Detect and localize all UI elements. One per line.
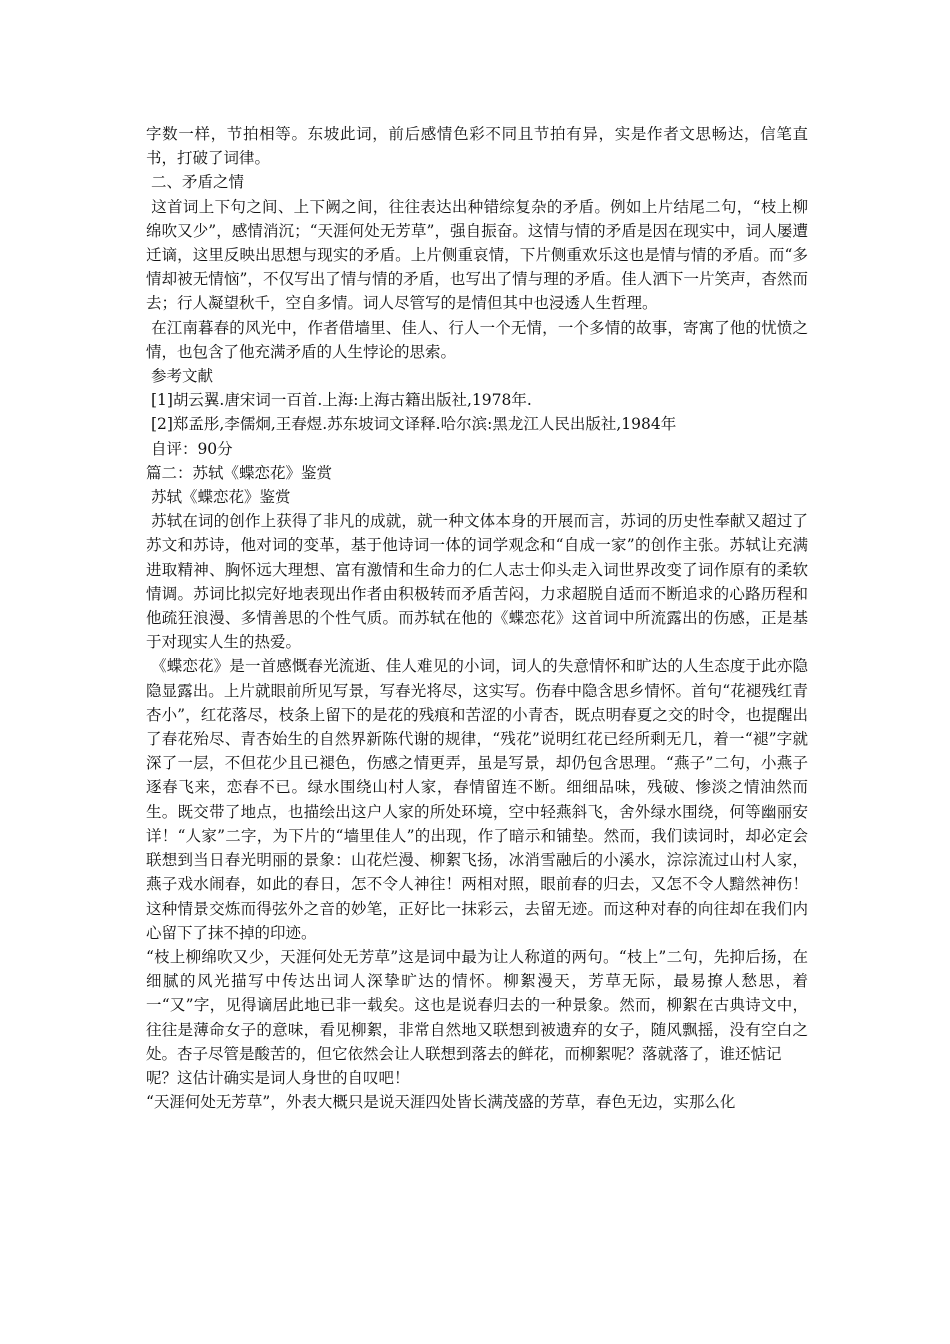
document-page	[146, 122, 808, 1114]
paragraph: 苏轼在词的创作上获得了非凡的成就，就一种文体本身的开展而言，苏词的历史性奉献又超过了苏文和苏诗，他对词的变革，基于他诗词一体的词学观念和“自成一家”的创作主张。苏轼让充满进取精神、胸怀远大理想、富有激情和生命力的仁人志士仰头走入词世界改变了词作原有的柔软情调。苏词比拟完好地表现出作者由积极转而矛盾苦闷，力求超脱自适而不断追求的心路历程和他疏狂浪漫、多情善思的个性气质。而苏轼在他的《蝶恋花》这首词中所流露出的伤感，正是基于对现实人生的热爱。	[146, 512, 808, 652]
paragraph: 《蝶恋花》是一首感慨春光流逝、佳人难见的小词，词人的失意情怀和旷达的人生态度于此亦隐隐显露出。上片就眼前所见写景，写春光将尽，这实写。伤春中隐含思乡情怀。首句“花褪残红青杏小”，红花落尽，枝条上留下的是花的残痕和苦涩的小青杏，既点明春夏之交的时令，也提醒出了春花殆尽、青杏始生的自然界新陈代谢的规律，“残花”说明红花已经所剩无几，着一“褪”字就深了一层，不但花少且已褪色，伤感之情更弄，虽是写景，却仍包含思理。“燕子”二句，小燕子逐春飞来，恋春不已。绿水围绕山村人家，春情留连不断。细细品味，残破、惨淡之情油然而生。既交带了地点，也描绘出这户人家的所处环境，空中轻燕斜飞，舍外绿水围绕，何等幽丽安详！“人家”二字，为下片的“墙里佳人”的出现，作了暗示和铺垫。然而，我们读词时，却必定会联想到当日春光明丽的景象：山花烂漫、柳絮飞扬，冰消雪融后的小溪水，淙淙流过山村人家，燕子戏水闹春，如此的春日，怎不令人神往！两相对照，眼前春的归去，又怎不令人黯然神伤！这种情景交炼而得弦外之音的妙笔，正好比一抹彩云，去留无迹。而这种对春的向往却在我们内心留下了抹不掉的印迹。	[146, 657, 808, 942]
paragraph: 字数一样，节拍相等。东坡此词，前后感情色彩不同且节拍有异，实是作者文思畅达，信笔直书，打破了词律。	[146, 125, 808, 168]
paragraph: 在江南暮春的风光中，作者借墙里、佳人、行人一个无情，一个多情的故事，寄寓了他的忧愤之情，也包含了他充满矛盾的人生悖论的思索。	[146, 318, 808, 361]
paragraph: “枝上柳绵吹又少，天涯何处无芳草”这是词中最为让人称道的两句。“枝上”二句，先抑后扬，在细腻的风光描写中传达出词人深挚旷达的情怀。柳絮漫天，芳草无际，最易撩人愁思，着一“又”字，见得谪居此地已非一载矣。这也是说春归去的一种景象。然而，柳絮在古典诗文中，往往是薄命女子的意味，看见柳絮，非常自然地又联想到被遗弃的女子，随风飘摇，没有空白之处。杏子尽管是酸苦的，但它依然会让人联想到落去的鲜花，而柳絮呢？落就落了，谁还惦记	[146, 947, 808, 1063]
paragraph: 呢？这估计确实是词人身世的自叹吧！	[146, 1068, 410, 1087]
paragraph: “天涯何处无芳草”，外表大概只是说天涯四处皆长满茂盛的芳草，春色无边，实那么化	[146, 1093, 736, 1112]
section-heading: 二、矛盾之情	[146, 173, 244, 192]
paragraph: 这首词上下句之间、上下阙之间，往往表达出种错综复杂的矛盾。例如上片结尾二句，“枝上柳绵吹又少”，感情消沉；“天涯何处无芳草”，强自振奋。这情与情的矛盾是因在现实中，词人屡遭迁谪，这里反映出思想与现实的矛盾。上片侧重哀情，下片侧重欢乐这也是情与情的矛盾。而“多情却被无情恼”，不仅写出了情与情的矛盾，也写出了情与理的矛盾。佳人洒下一片笑声，杳然而去；行人凝望秋千，空自多情。词人尽管写的是情但其中也浸透人生哲理。	[146, 197, 808, 313]
article-subtitle: 苏轼《蝶恋花》鉴赏	[146, 488, 291, 507]
references-heading: 参考文献	[146, 367, 213, 386]
self-evaluation: 自评：90分	[146, 439, 233, 458]
reference-item: [2]郑孟彤,李儒炯,王春煜.苏东坡词文译释.哈尔滨:黑龙江人民出版社,1984年	[146, 415, 677, 434]
article-title: 篇二：苏轼《蝶恋花》鉴赏	[146, 463, 333, 482]
reference-item: [1]胡云翼.唐宋词一百首.上海:上海古籍出版社,1978年.	[146, 391, 532, 410]
